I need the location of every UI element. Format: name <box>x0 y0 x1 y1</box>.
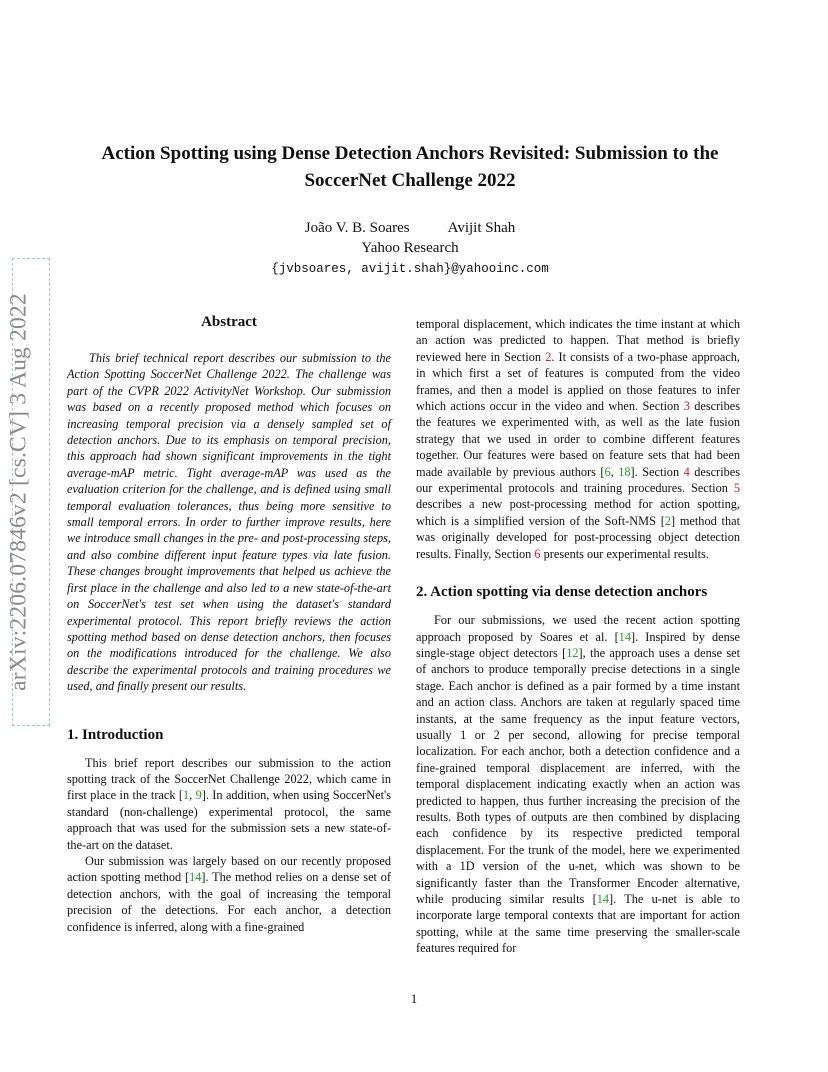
citation-link[interactable]: 14 <box>596 892 609 906</box>
arxiv-stamp: arXiv:2206.07846v2 [cs.CV] 3 Aug 2022 <box>5 293 32 691</box>
section2-paragraph-1: For our submissions, we used the recent action spotting approach proposed by Soares et al. [14]. Inspired by dense single-stage object detectors [12], the approach uses a dense set of anchors to produce temporally precise detections in a single stage. Each anchor is defined as a pair formed by a time instant and an action class. Anchors are taken at regularly spaced time instants, at the same frequency as the input feature vectors, usually 1 or 2 per second, allowing for precise temporal localization. For each anchor, both a detection confidence and a fine-grained temporal displacement are inferred, with the temporal displacement indicating exactly when an action was predicted to happen, thus further increasing the precision of the results. Both types of outputs are then combined by displacing each confidence by its respective predicted temporal displacement. For the trunk of the model, here we experimented with a 1D version of the u-net, which was shown to be significantly faster than the Transformer Encoder alternative, while producing similar results [14]. The u-net is able to incorporate large temporal contexts that are important for action spotting, while at the same time preserving the smaller-scale features required for <box>416 613 741 956</box>
title-line-2: SoccerNet Challenge 2022 <box>304 170 516 191</box>
section-link[interactable]: 5 <box>733 481 740 496</box>
citation-link[interactable]: 2 <box>664 513 671 528</box>
section-heading-dense-anchors: 2. Action spotting via dense detection anchors <box>416 584 708 601</box>
section-link[interactable]: 2 <box>545 349 552 364</box>
citation-link[interactable]: 12 <box>566 645 579 660</box>
section-link[interactable]: 6 <box>534 546 541 561</box>
abstract-heading: Abstract <box>201 314 257 330</box>
page-number: 1 <box>410 991 418 1006</box>
author-names <box>200 218 620 238</box>
author-email: {jvbsoares, avijit.shah}@yahooinc.com <box>271 262 549 276</box>
citation-link[interactable]: 9 <box>195 788 202 803</box>
citation-link[interactable]: 1 <box>182 788 190 803</box>
author-block <box>200 218 620 279</box>
title-line-1: Action Spotting using Dense Detection Anchors Revisited: Submission to the <box>101 143 719 164</box>
citation-link[interactable]: 14 <box>189 870 202 885</box>
citation-link[interactable]: 18 <box>618 464 631 479</box>
intro-paragraph-2-continued: temporal displacement, which indicates the time instant at which an action was predicted to happen. That method is briefly reviewed here in Section 2. It consists of a two-phase approach, in which first a set of features is computed from the video frames, and then a model is applied on those features to infer which actions occur in the video and when. Section 3 describes the features we experimented with, as well as the late fusion strategy that we used in order to combine different features together. Our features were based on feature sets that had been made available by previous authors [6, 18]. Section 4 describes our experimental protocols and training procedures. Section 5 describes a new post-processing method for action spotting, which is a simplified version of the Soft-NMS [2] method that was originally developed for post-processing object detection results. Finally, Section 6 presents our experimental results. <box>416 317 741 561</box>
abstract-text: This brief technical report describes our submission to the Action Spotting SoccerNet Challenge 2022. The challenge was part of the CVPR 2022 ActivityNet Workshop. Our submission was based on a recently proposed method which focuses on increasing temporal precision via a densely sampled set of detection anchors. Due to its emphasis on temporal precision, this approach had shown significant improvements in the tight average-mAP metric. Tight average-mAP was used as the evaluation criterion for the challenge, and is defined using small temporal evaluation tolerances, thus being more sensitive to small temporal errors. In order to further improve results, here we introduce small changes in the pre- and post-processing steps, and also combine different input feature types via late fusion. These changes brought improvements that helped us achieve the first place in the challenge and also led to a new state-of-the-art on SoccerNet's test set when using the dataset's standard experimental protocol. This report briefly reviews the action spotting method based on dense detection anchors, then focuses on the modifications introduced for the challenge. We also describe the experimental protocols and training procedures we used, and finally present our results. <box>67 351 391 694</box>
affiliation: Yahoo Research <box>361 240 459 256</box>
author-2: Avijit Shah <box>447 220 516 236</box>
intro-paragraph-2: Our submission was largely based on our recently proposed action spotting method [14]. The method relies on a dense set of detection anchors, with the goal of increasing the temporal precision of the detections. For each anchor, a detection confidence is inferred, along with a fine-grained <box>67 853 391 934</box>
section-link[interactable]: 3 <box>683 399 690 414</box>
left-column <box>67 312 391 935</box>
section-heading-introduction: 1. Introduction <box>67 726 164 743</box>
right-column <box>416 316 740 957</box>
section-link[interactable]: 4 <box>683 464 690 479</box>
citation-link[interactable]: 6 <box>604 464 611 479</box>
citation-link[interactable]: 14 <box>618 629 631 644</box>
intro-paragraph-1: This brief report describes our submission to the action spotting track of the SoccerNet Challenge 2022, which came in first place in the track [1, 9]. In addition, when using SoccerNet's standard (non-challenge) experimental protocol, the same approach that was used for the submission sets a new state-of-the-art on the dataset. <box>67 755 391 852</box>
paper-title <box>60 140 760 194</box>
author-1: João V. B. Soares <box>304 220 410 236</box>
